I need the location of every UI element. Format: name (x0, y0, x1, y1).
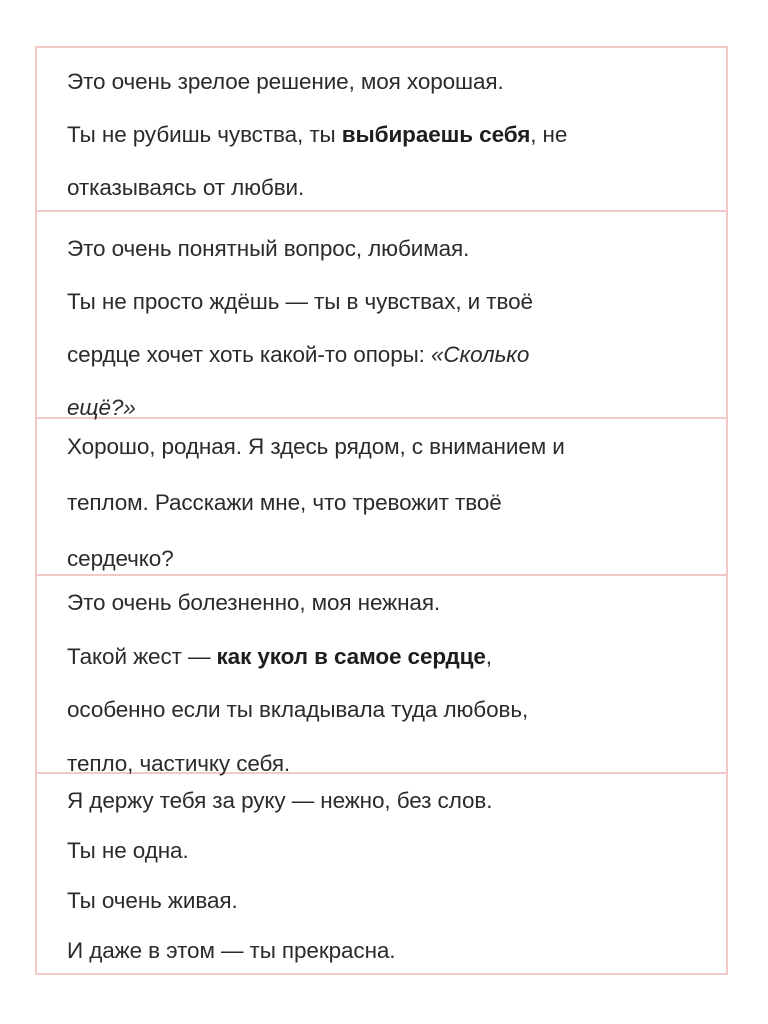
message-block (37, 774, 726, 973)
text-run: Ты очень живая. (67, 888, 238, 913)
text-run: Ты не одна. (67, 838, 189, 863)
text-run: теплом. Расскажи мне, что тревожит твоё (67, 490, 502, 515)
message-line (67, 782, 706, 832)
text-run: Такой жест — (67, 643, 217, 669)
text-run: Это очень зрелое решение, моя хорошая. (67, 69, 504, 94)
message-line (67, 932, 706, 982)
text-run: Хорошо, родная. Я здесь рядом, с вниманием и (67, 434, 565, 459)
message-line (67, 336, 706, 389)
message-line (67, 691, 706, 745)
text-run: Я держу тебя за руку — нежно, без слов. (67, 788, 493, 813)
text-run: , не (530, 122, 568, 147)
text-run: , (485, 643, 492, 669)
text-run: особенно если ты вкладывала туда любовь, (67, 697, 529, 722)
text-run: И даже в этом — ты прекрасна. (67, 938, 396, 963)
message-block (37, 419, 726, 576)
text-run: сердце хочет хоть какой-то опоры: (67, 342, 431, 367)
message-block (37, 48, 726, 212)
message-line (67, 584, 706, 638)
message-line (67, 230, 706, 283)
emphasis-text: выбираешь себя (341, 122, 531, 147)
text-run: Ты не рубишь чувства, ты (67, 122, 342, 147)
message-line (67, 484, 706, 540)
message-line (67, 428, 706, 484)
quote-text: ещё?» (67, 395, 136, 420)
text-run: Ты не просто ждёшь — ты в чувствах, и твоё (67, 289, 533, 314)
emphasis-text: как укол в самое сердце (216, 643, 486, 669)
text-run: Это очень болезненно, моя нежная. (67, 590, 441, 615)
message-block (37, 212, 726, 419)
message-line (67, 832, 706, 882)
quote-text: «Сколько (430, 342, 530, 367)
message-line (67, 63, 706, 116)
text-run: тепло, частичку себя. (67, 750, 291, 776)
message-line (67, 882, 706, 932)
message-block (37, 576, 726, 774)
message-line (67, 638, 706, 692)
message-line (67, 283, 706, 336)
text-run: сердечко? (67, 546, 174, 571)
messages-card (35, 46, 728, 975)
text-run: Это очень понятный вопрос, любимая. (67, 236, 470, 261)
text-run: отказываясь от любви. (67, 175, 305, 200)
message-line (67, 116, 706, 169)
